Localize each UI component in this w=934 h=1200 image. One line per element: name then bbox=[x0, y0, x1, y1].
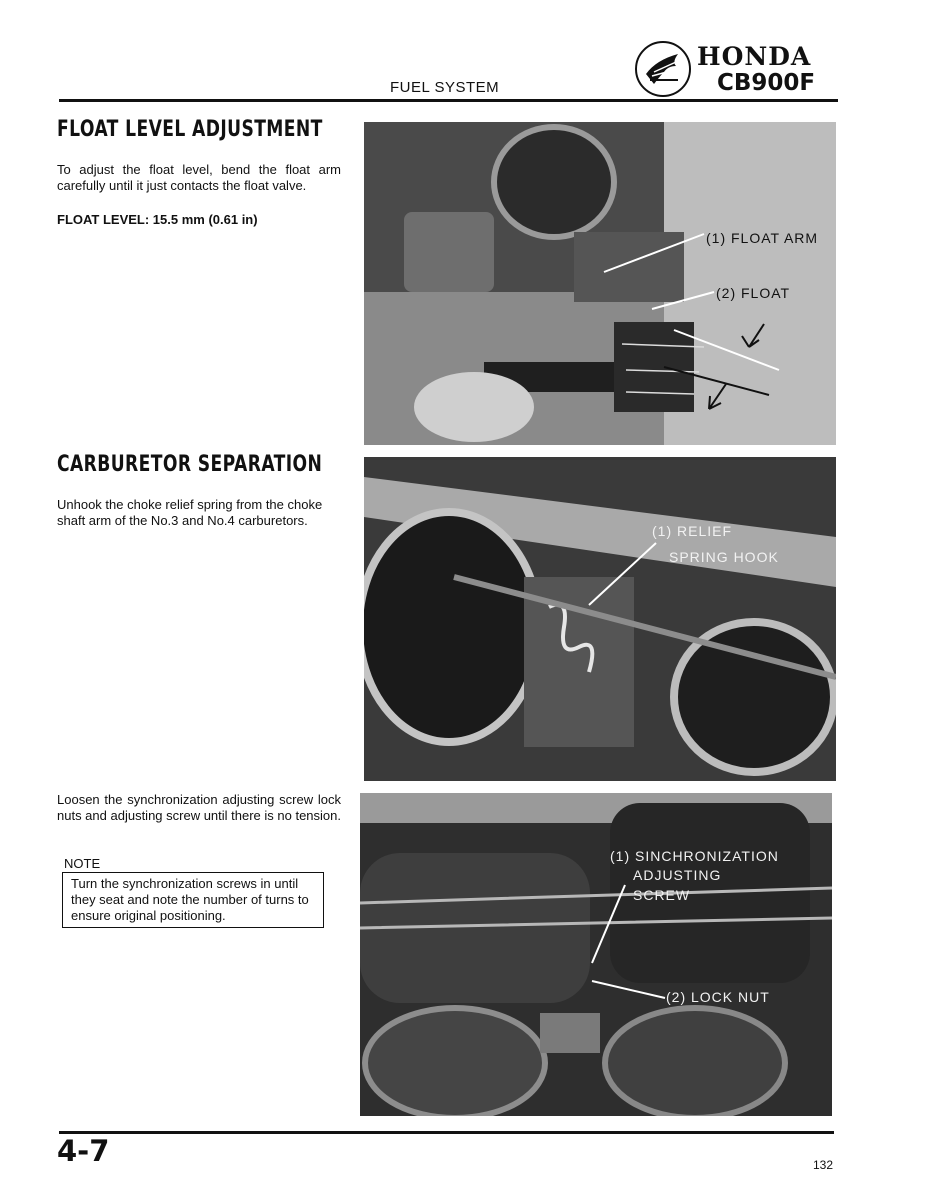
sync-screw-photo bbox=[360, 793, 832, 1116]
note-title: NOTE bbox=[64, 856, 101, 871]
lock-nut-callout: (2) LOCK NUT bbox=[666, 989, 770, 1005]
relief-spring-photo bbox=[364, 457, 836, 781]
sync-text: Loosen the synchronization adjusting screw lock nuts and adjusting screw until there is no tension. bbox=[57, 792, 342, 823]
float-arm-photo bbox=[364, 122, 836, 445]
float-level-title: FLOAT LEVEL ADJUSTMENT bbox=[57, 117, 323, 142]
relief-spring-callout-line1: (1) RELIEF bbox=[652, 523, 733, 539]
float-callout: (2) FLOAT bbox=[716, 285, 791, 301]
note-box: Turn the synchronization screws in until they seat and note the number of turns to ensure original positioning. bbox=[62, 872, 324, 928]
page-number: 132 bbox=[813, 1158, 834, 1172]
sync-screw-callout-line2: ADJUSTING bbox=[633, 867, 722, 883]
sync-screw-callout-line1: (1) SINCHRONIZATION bbox=[610, 848, 779, 864]
brand-name: HONDA bbox=[697, 42, 812, 71]
header-section-title: FUEL SYSTEM bbox=[390, 79, 500, 96]
model-name: CB900F bbox=[717, 70, 816, 96]
carburetor-float-illustration bbox=[364, 122, 836, 445]
carb-separation-title: CARBURETOR SEPARATION bbox=[57, 452, 323, 477]
relief-spring-illustration bbox=[364, 457, 836, 781]
carb-separation-text: Unhook the choke relief spring from the choke shaft arm of the No.3 and No.4 carburetors. bbox=[57, 497, 323, 528]
float-level-text: To adjust the float level, bend the float arm carefully until it just contacts the float valve. bbox=[57, 162, 341, 193]
sync-screw-callout-line3: SCREW bbox=[633, 887, 691, 903]
footer-rule bbox=[59, 1131, 834, 1134]
float-arm-callout: (1) FLOAT ARM bbox=[706, 230, 819, 246]
honda-wing-logo bbox=[634, 40, 692, 98]
header-rule bbox=[59, 99, 838, 102]
page-section-number: 4-7 bbox=[57, 1134, 110, 1168]
sync-screw-illustration bbox=[360, 793, 832, 1116]
relief-spring-callout-line2: SPRING HOOK bbox=[669, 549, 779, 565]
float-level-spec: FLOAT LEVEL: 15.5 mm (0.61 in) bbox=[57, 212, 258, 227]
